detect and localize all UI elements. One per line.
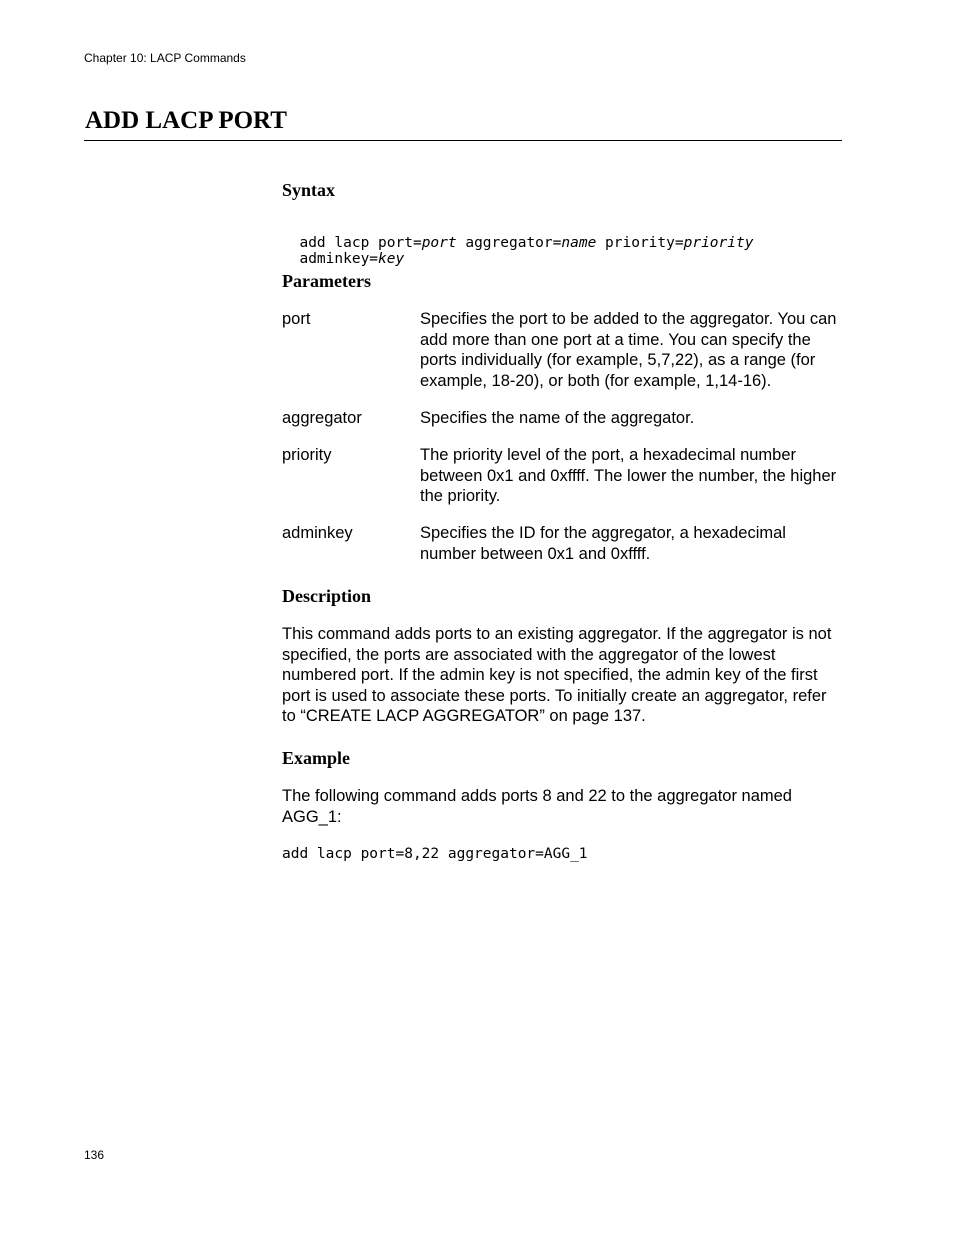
parameter-name: adminkey	[282, 524, 353, 542]
description-paragraph: This command adds ports to an existing aggregator. If the aggregator is not specified, the ports are associated with the aggregator of the lowest numbered port. If the admin key is not specified, the admin key of the first port is used to associate these ports. To initially create an aggregator, refer to “CREATE LACP AGGREGATOR” on page 137.	[282, 625, 832, 725]
parameter-description: The priority level of the port, a hexadecimal number between 0x1 and 0xffff. The lower the number, the higher the priority.	[420, 446, 837, 505]
syntax-variable: key	[378, 251, 405, 267]
page-title: ADD LACP PORT	[85, 107, 287, 134]
example-command: add lacp port=8,22 aggregator=AGG_1	[282, 846, 588, 862]
parameters-heading: Parameters	[282, 271, 371, 291]
parameter-description: Specifies the ID for the aggregator, a hexadecimal number between 0x1 and 0xffff.	[420, 524, 786, 563]
parameter-name: port	[282, 310, 311, 328]
syntax-variable: priority	[683, 235, 754, 251]
syntax-literal: aggregator=	[456, 235, 562, 251]
syntax-heading: Syntax	[282, 180, 336, 200]
page-number: 136	[84, 1148, 105, 1162]
syntax-variable: port	[421, 235, 457, 251]
parameter-description: Specifies the name of the aggregator.	[420, 409, 695, 427]
syntax-literal: adminkey=	[299, 251, 379, 267]
syntax-literal: priority=	[596, 235, 684, 251]
syntax-line-2	[282, 235, 404, 267]
description-heading: Description	[282, 586, 371, 606]
title-rule	[84, 140, 842, 141]
parameter-description: Specifies the port to be added to the aggregator. You can add more than one port at a time. You can specify the ports individually (for example, 5,7,22), as a range (for example, 18-20), or both (for example, 1,14-16).	[420, 310, 837, 390]
parameter-name: priority	[282, 446, 332, 464]
parameter-name: aggregator	[282, 409, 362, 427]
syntax-variable: name	[561, 235, 597, 251]
example-paragraph: The following command adds ports 8 and 22 to the aggregator named AGG_1:	[282, 787, 792, 826]
running-header: Chapter 10: LACP Commands	[84, 51, 246, 65]
example-heading: Example	[282, 748, 351, 768]
syntax-literal: add lacp port=	[299, 235, 422, 251]
